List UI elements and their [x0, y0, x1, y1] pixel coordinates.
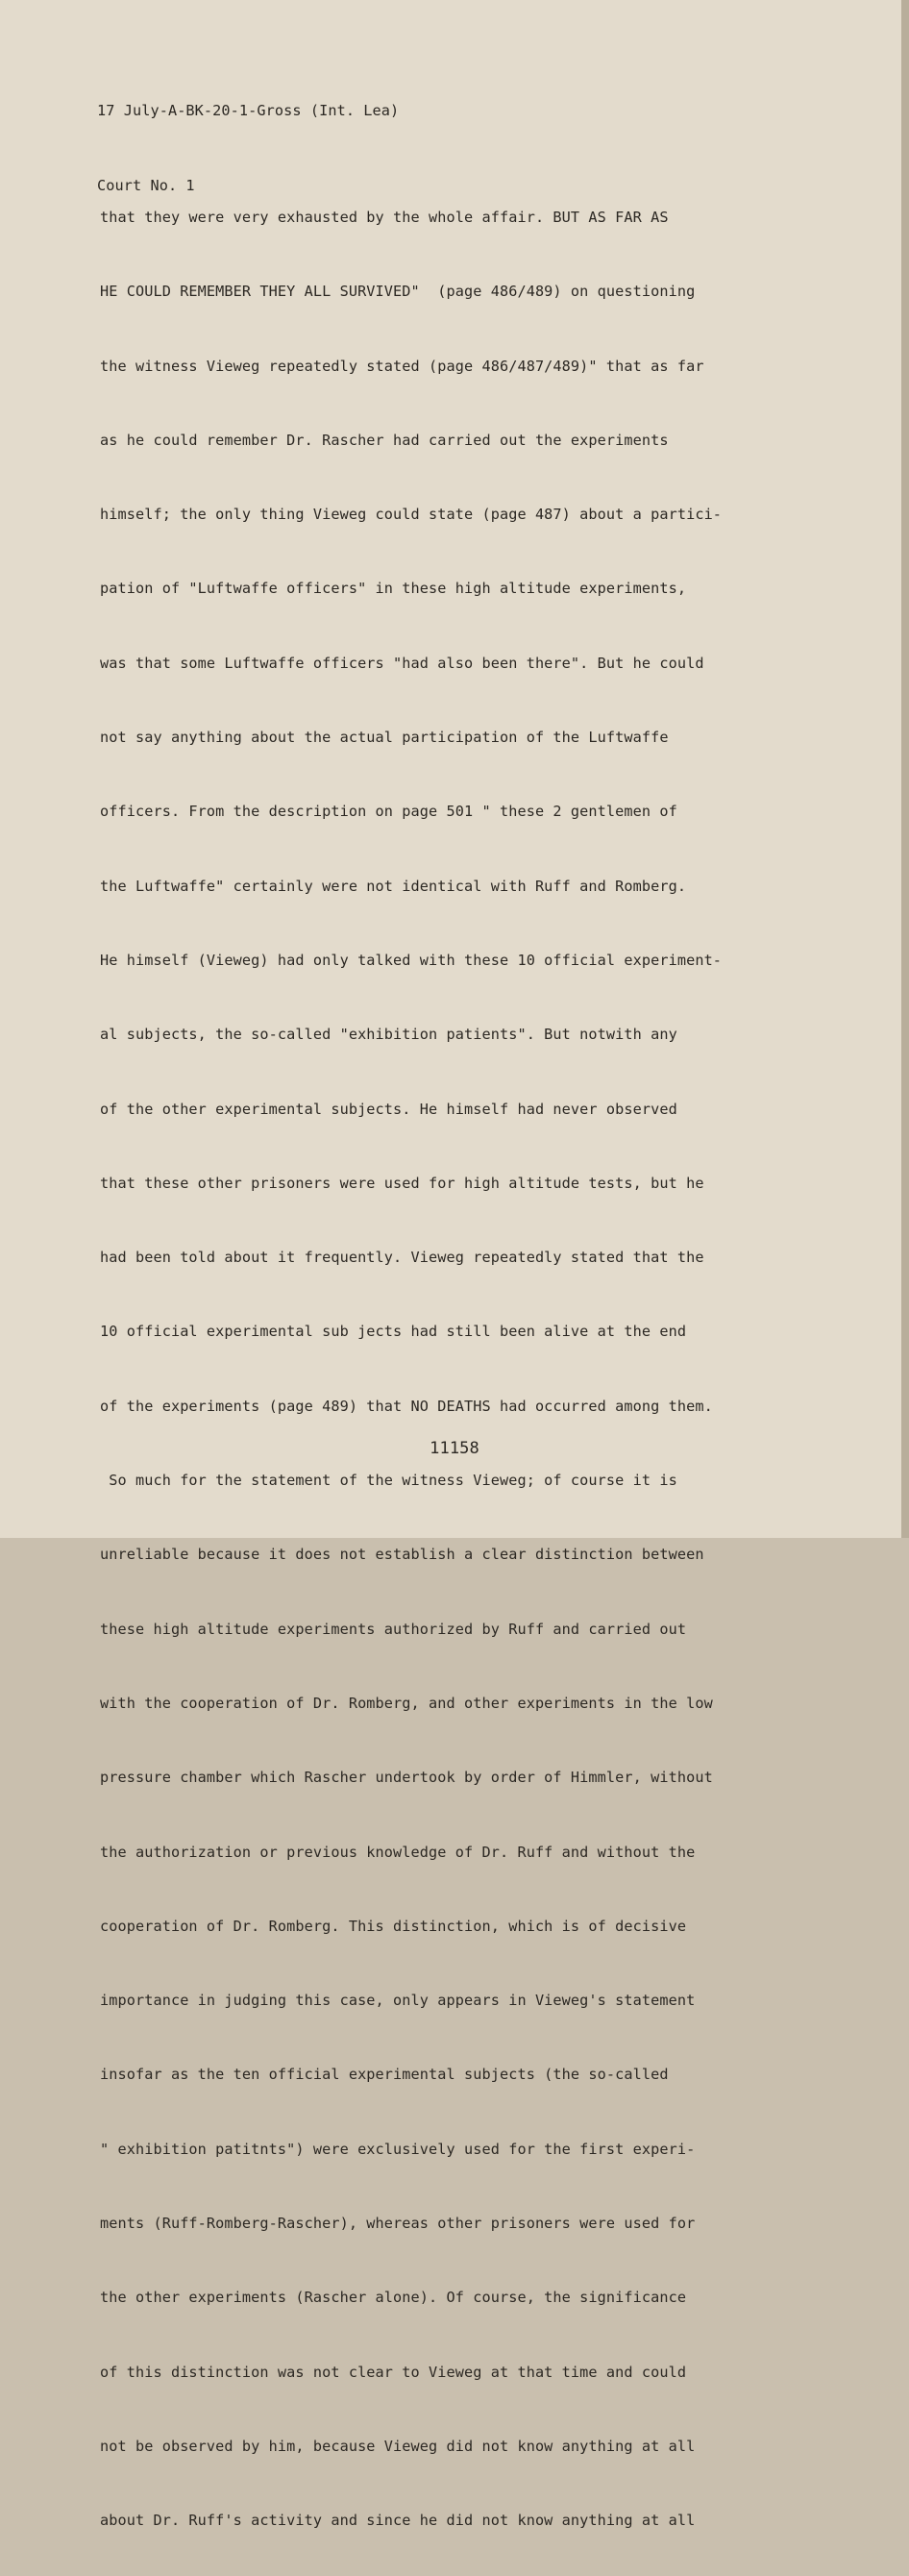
body-line: himself; the only thing Vieweg could state (page 487) about a partici- [100, 506, 723, 524]
document-body [100, 163, 722, 2576]
body-line: the other experiments (Rascher alone). Of course, the significance [100, 2289, 687, 2307]
body-line: had been told about it frequently. Vieweg repeatedly stated that the [100, 1249, 704, 1267]
body-line: al subjects, the so-called "exhibition patients". But notwith any [100, 1026, 677, 1044]
body-line: officers. From the description on page 501 " these 2 gentlemen of [100, 803, 677, 821]
body-line: the authorization or previous knowledge of Dr. Ruff and without the [100, 1843, 696, 1861]
body-line: of this distinction was not clear to Vieweg at that time and could [100, 2363, 687, 2381]
body-line: cooperation of Dr. Romberg. This distinction, which is of decisive [100, 1917, 687, 1935]
body-line: insofar as the ten official experimental subjects (the so-called [100, 2066, 669, 2084]
body-line: pation of "Luftwaffe officers" in these high altitude experiments, [100, 580, 687, 598]
body-line: the Luftwaffe" certainly were not identical with Ruff and Romberg. [100, 877, 687, 895]
body-line: " exhibition patitnts") were exclusively used for the first experi- [100, 2140, 696, 2158]
header-reference-line: 17 July-A-BK-20-1-Gross (Int. Lea) [97, 102, 400, 119]
body-line: that these other prisoners were used for high altitude tests, but he [100, 1174, 704, 1192]
body-line: ments (Ruff-Romberg-Rascher), whereas other prisoners were used for [100, 2215, 696, 2233]
header-court-line: Court No. 1 [97, 177, 195, 194]
body-line: of the experiments (page 489) that NO DEATHS had occurred among them. [100, 1397, 713, 1415]
body-line: importance in judging this case, only appears in Vieweg's statement [100, 1992, 696, 2010]
page-edge [901, 0, 909, 1538]
body-line: not be observed by him, because Vieweg did not know anything at all [100, 2437, 696, 2455]
body-line: He himself (Vieweg) had only talked with these 10 official experiment- [100, 951, 723, 969]
body-line: of the other experimental subjects. He himself had never observed [100, 1100, 677, 1118]
body-line: was that some Luftwaffe officers "had also been there". But he could [100, 654, 704, 672]
body-line: about Dr. Ruff's activity and since he did not know anything at all [100, 2512, 696, 2530]
body-line: not say anything about the actual participation of the Luftwaffe [100, 729, 669, 747]
body-line: So much for the statement of the witness Vieweg; of course it is [100, 1472, 677, 1490]
body-line: 10 official experimental sub jects had still been alive at the end [100, 1323, 687, 1341]
body-line: unreliable because it does not establish a clear distinction between [100, 1546, 704, 1564]
body-line: as he could remember Dr. Rascher had carried out the experiments [100, 431, 669, 449]
body-line: HE COULD REMEMBER THEY ALL SURVIVED" (page 486/489) on questioning [100, 283, 696, 301]
body-line: these high altitude experiments authorized by Ruff and carried out [100, 1620, 687, 1638]
body-line: pressure chamber which Rascher undertook by order of Himmler, without [100, 1769, 713, 1787]
page-number: 11158 [430, 1439, 479, 1458]
body-line: with the cooperation of Dr. Romberg, and other experiments in the low [100, 1694, 713, 1712]
body-line: that they were very exhausted by the whole affair. BUT AS FAR AS [100, 209, 669, 226]
body-line: the witness Vieweg repeatedly stated (page 486/487/489)" that as far [100, 357, 704, 375]
